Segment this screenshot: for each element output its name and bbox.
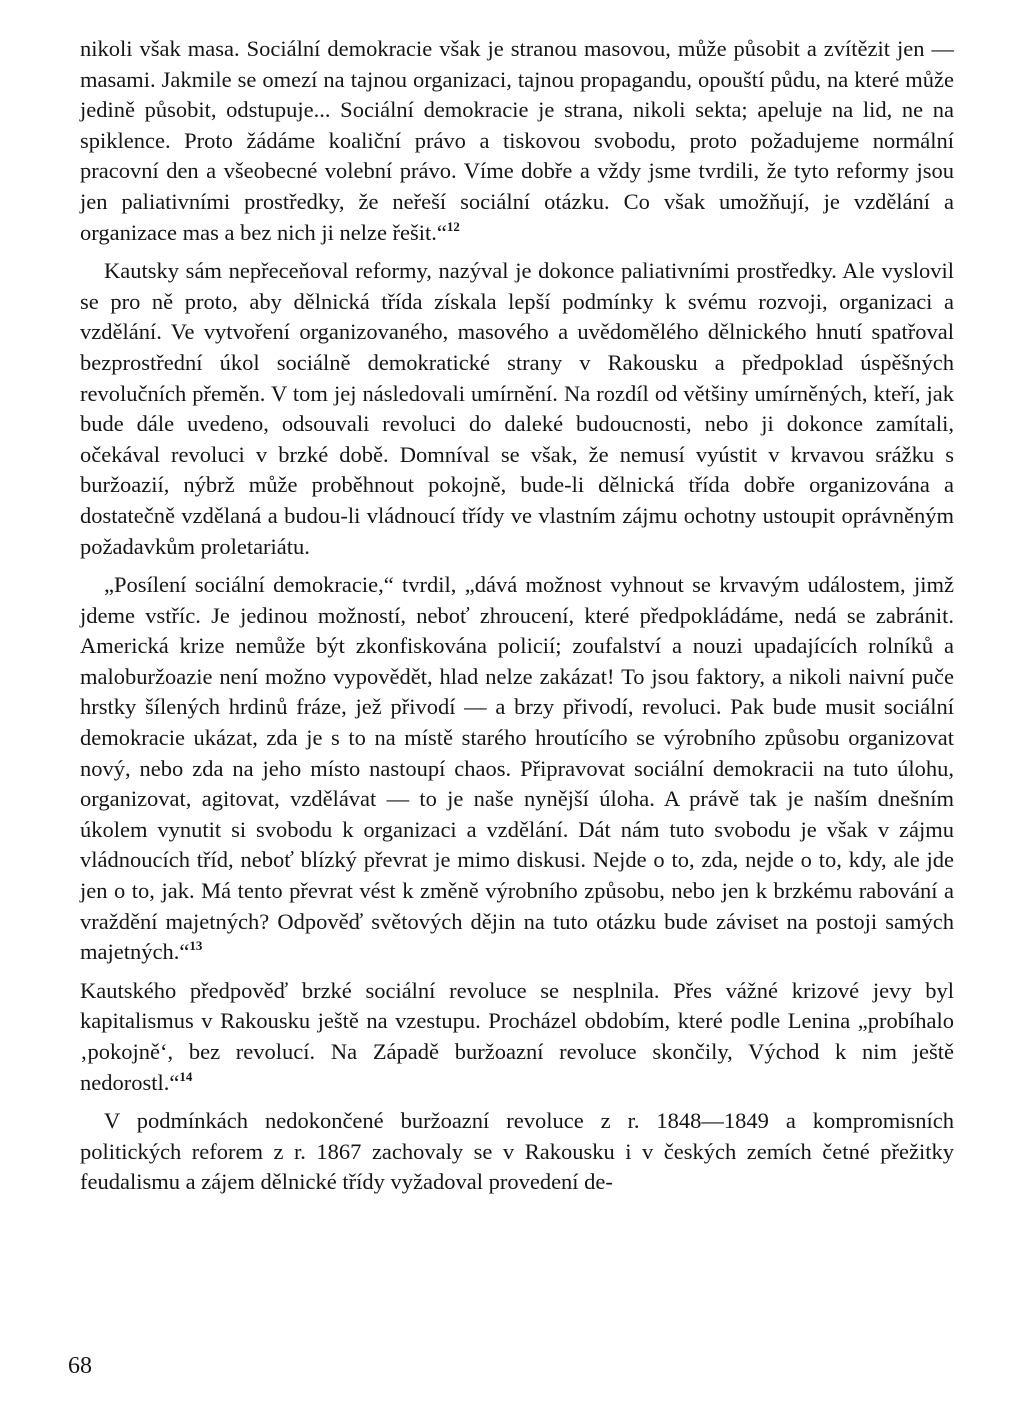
paragraph-text: Kautsky sám nepřeceňoval reformy, nazýval je dokonce paliativními prostředky. Ale vyslovil se pro ně proto, aby dělnická třída získala lepší podmínky k svému rozvoji, organizaci a vzdělání. Ve vytvoření organizovaného, masového a uvědomělého dělnického hnutí spatřoval bezprostřední úkol sociálně demokratické strany v Rakousku a předpoklad úspěšných revolučních přeměn. V tom jej následovali umírnění. Na rozdíl od většiny umírněných, kteří, jak bude dále uvedeno, odsouvali revoluci do daleké budoucnosti, nebo ji dokonce zamítali, očekával revoluci v brzké době. Domníval se však, že nemusí vyústit v krvavou srážku s buržoazií, nýbrž může proběhnout pokojně, bude-li dělnická třída dobře organizována a dostatečně vzdělaná a budou-li vládnoucí třídy ve vlastním zájmu ochotny ustoupit oprávněným požadavkům proletariátu. <box>80 258 954 559</box>
paragraph-quote-continuation <box>80 34 954 248</box>
paragraph-kautsky-reforms <box>80 256 954 562</box>
paragraph-prediction <box>80 976 954 1098</box>
paragraph-text: nikoli však masa. Sociální demokracie však je stranou masovou, může působit a zvítězit jen — masami. Jakmile se omezí na tajnou organizaci, tajnou propagandu, opouští půdu, na které může jedině působit, odstupuje... Sociální demokracie je strana, nikoli sekta; apeluje na lid, ne na spiklence. Proto žádáme koaliční právo a tiskovou svobodu, proto požadujeme normální pracovní den a všeobecné volební právo. Víme dobře a vždy jsme tvrdili, že tyto reformy jsou jen paliativními prostředky, že neřeší sociální otázku. Co však umožňují, je vzdělání a organizace mas a bez nich ji nelze řešit.“ <box>80 36 954 245</box>
footnote-marker: 13 <box>189 938 203 954</box>
paragraph-text: V podmínkách nedokončené buržoazní revoluce z r. 1848—1849 a kompromisních politických reforem z r. 1867 zachovaly se v Rakousku i v českých zemích četné přežitky feudalismu a zájem dělnické třídy vyžadoval provedení de- <box>80 1108 954 1195</box>
paragraph-kautsky-quote <box>80 570 954 968</box>
page-number: 68 <box>68 1353 92 1379</box>
paragraph-conditions <box>80 1106 954 1198</box>
paragraph-text: Kautského předpověď brzké sociální revoluce se nesplnila. Přes vážné krizové jevy byl kapitalismus v Rakousku ještě na vzestupu. Procházel obdobím, které podle Lenina „probíhalo ‚pokojně‘, bez revolucí. Na Západě buržoazní revoluce skončily, Východ k nim ještě nedorostl.“ <box>80 977 954 1095</box>
footnote-marker: 14 <box>179 1068 193 1084</box>
page-body <box>80 34 954 1198</box>
paragraph-text: „Posílení sociální demokracie,“ tvrdil, „dává možnost vyhnout se krvavým událostem, jimž jdeme vstříc. Je jedinou možností, neboť zhroucení, které předpokládáme, nedá se zabránit. Americká krize nemůže být zkonfiskována policií; zoufalství a nouzi upadajících rolníků a maloburžoazie není možno vypovědět, hlad nelze zakázat! To jsou faktory, a nikoli naivní puče hrstky šílených hrdinů fráze, jež přivodí — a brzy přivodí, revoluci. Pak bude musit sociální demokracie ukázat, zda je s to na místě starého hroutícího se výrobního způsobu organizovat nový, nebo zda na jeho místo nastoupí chaos. Připravovat sociální demokracii na tuto úlohu, organizovat, agitovat, vzdělávat — to je naše nynější úloha. A právě tak je naším dnešním úkolem vynutit si svobodu k organizaci a vzdělání. Dát nám tuto svobodu je však v zájmu vládnoucích tříd, neboť blízký převrat je mimo diskusi. Nejde o to, zda, nejde o to, kdy, ale jde jen o to, jak. Má tento převrat vést k změně výrobního způsobu, nebo jen k brzkému rabování a vraždění majetných? Odpověď světových dějin na tuto otázku bude záviset na postoji samých majetných.“ <box>80 572 954 965</box>
footnote-marker: 12 <box>446 218 460 234</box>
